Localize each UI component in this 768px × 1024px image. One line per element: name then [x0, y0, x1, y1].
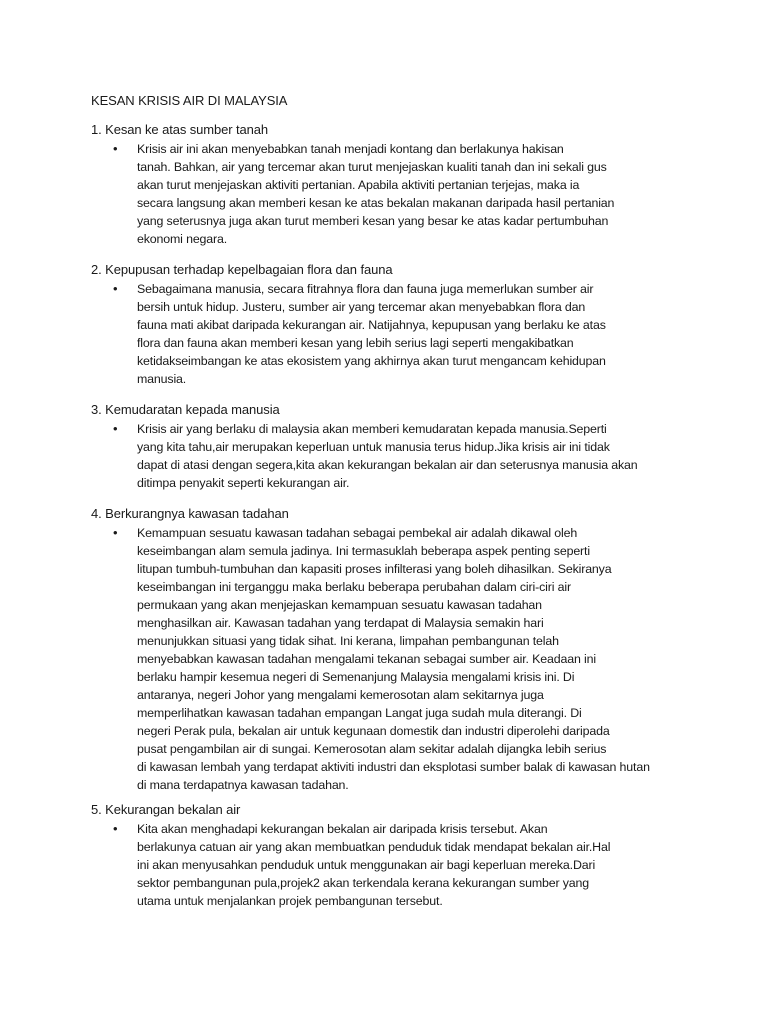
- section-heading: 4. Berkurangnya kawasan tadahan: [91, 506, 289, 521]
- text-line: di mana terdapatnya kawasan tadahan.: [137, 778, 349, 792]
- text-line: utama untuk menjalankan projek pembangunan tersebut.: [137, 894, 443, 908]
- text-line: secara langsung akan memberi kesan ke atas bekalan makanan daripada hasil pertanian: [137, 196, 615, 210]
- text-line: memperlihatkan kawasan tadahan empangan Langat juga sudah mula diterangi. Di: [137, 706, 582, 720]
- text-line: Kemampuan sesuatu kawasan tadahan sebagai pembekal air adalah dikawal oleh: [137, 526, 578, 540]
- section-kemudaratan-manusia: [91, 401, 711, 492]
- bullet-paragraph: [137, 280, 711, 388]
- text-line: akan turut menjejaskan aktiviti pertanian. Apabila aktiviti pertanian terjejas, maka ia: [137, 178, 580, 192]
- text-line: dapat di atasi dengan segera,kita akan kekurangan bekalan air dan seterusnya manusia akan: [137, 458, 638, 472]
- text-line: sektor pembangunan pula,projek2 akan terkendala kerana kekurangan sumber yang: [137, 876, 590, 890]
- text-line: pusat pengambilan air di sungai. Kemerosotan alam sekitar adalah dijangka lebih serius: [137, 742, 607, 756]
- section-heading: 5. Kekurangan bekalan air: [91, 802, 241, 817]
- text-line: di kawasan lembah yang terdapat aktiviti industri dan eksplotasi sumber balak di kawasan hutan: [137, 760, 650, 774]
- section-heading: 3. Kemudaratan kepada manusia: [91, 402, 280, 417]
- text-line: ditimpa penyakit seperti kekurangan air.: [137, 476, 350, 490]
- text-line: yang seterusnya juga akan turut memberi kesan yang besar ke atas kadar pertumbuhan: [137, 214, 609, 228]
- text-line: flora dan fauna akan memberi kesan yang lebih serius lagi seperti mengakibatkan: [137, 336, 574, 350]
- bullet-paragraph: [137, 820, 711, 910]
- text-line: berlakunya catuan air yang akan membuatkan penduduk tidak mendapat bekalan air.Hal: [137, 840, 611, 854]
- bullet-paragraph: [137, 420, 711, 492]
- bullet-item: [91, 140, 711, 248]
- text-line: negeri Perak pula, bekalan air untuk kegunaan domestik dan industri diperolehi daripada: [137, 724, 610, 738]
- text-line: manusia.: [137, 372, 187, 386]
- text-line: berlaku hampir kesemua negeri di Semenanjung Malaysia mengalami krisis ini. Di: [137, 670, 575, 684]
- bullet-item: [91, 420, 711, 492]
- bullet-paragraph: [137, 524, 711, 794]
- text-line: Kita akan menghadapi kekurangan bekalan air daripada krisis tersebut. Akan: [137, 822, 548, 836]
- section-kawasan-tadahan: [91, 505, 711, 794]
- bullet-icon: •: [113, 525, 118, 540]
- text-line: tanah. Bahkan, air yang tercemar akan turut menjejaskan kualiti tanah dan ini sekali gus: [137, 160, 607, 174]
- text-line: ketidakseimbangan ke atas ekosistem yang akhirnya akan turut mengancam kehidupan: [137, 354, 606, 368]
- text-line: ini akan menyusahkan penduduk untuk menggunakan air bagi keperluan mereka.Dari: [137, 858, 596, 872]
- text-line: bersih untuk hidup. Justeru, sumber air yang tercemar akan menyebabkan flora dan: [137, 300, 586, 314]
- bullet-item: [91, 280, 711, 388]
- text-line: keseimbangan alam semula jadinya. Ini termasuklah beberapa aspek penting seperti: [137, 544, 590, 558]
- section-kepupusan-flora-fauna: [91, 261, 711, 388]
- text-line: menunjukkan situasi yang tidak sihat. Ini kerana, limpahan pembangunan telah: [137, 634, 559, 648]
- text-line: antaranya, negeri Johor yang mengalami kemerosotan alam sekitarnya juga: [137, 688, 544, 702]
- text-line: fauna mati akibat daripada kekurangan air. Natijahnya, kepupusan yang berlaku ke atas: [137, 318, 606, 332]
- bullet-paragraph: [137, 140, 711, 248]
- bullet-icon: •: [113, 821, 118, 836]
- text-line: Krisis air yang berlaku di malaysia akan memberi kemudaratan kepada manusia.Seperti: [137, 422, 607, 436]
- bullet-item: [91, 820, 711, 910]
- document-title: KESAN KRISIS AIR DI MALAYSIA: [91, 93, 288, 108]
- bullet-icon: •: [113, 141, 118, 156]
- text-line: ekonomi negara.: [137, 232, 228, 246]
- text-line: Krisis air ini akan menyebabkan tanah menjadi kontang dan berlakunya hakisan: [137, 142, 564, 156]
- text-line: Sebagaimana manusia, secara fitrahnya flora dan fauna juga memerlukan sumber air: [137, 282, 594, 296]
- section-heading: 1. Kesan ke atas sumber tanah: [91, 122, 269, 137]
- text-line: menghasilkan air. Kawasan tadahan yang terdapat di Malaysia semakin hari: [137, 616, 544, 630]
- text-line: litupan tumbuh-tumbuhan dan kapasiti proses infilterasi yang boleh dihasilkan. Sekiranya: [137, 562, 612, 576]
- text-line: permukaan yang akan menjejaskan kemampuan sesuatu kawasan tadahan: [137, 598, 542, 612]
- bullet-icon: •: [113, 281, 118, 296]
- bullet-item: [91, 524, 711, 794]
- section-kekurangan-bekalan-air: [91, 801, 711, 910]
- section-heading: 2. Kepupusan terhadap kepelbagaian flora dan fauna: [91, 262, 393, 277]
- text-line: yang kita tahu,air merupakan keperluan untuk manusia terus hidup.Jika krisis air ini tidak: [137, 440, 610, 454]
- bullet-icon: •: [113, 421, 118, 436]
- text-line: menyebabkan kawasan tadahan mengalami tekanan sebagai sumber air. Keadaan ini: [137, 652, 596, 666]
- section-kesan-sumber-tanah: [91, 121, 711, 248]
- text-line: keseimbangan ini terganggu maka berlaku beberapa perubahan dalam ciri-ciri air: [137, 580, 571, 594]
